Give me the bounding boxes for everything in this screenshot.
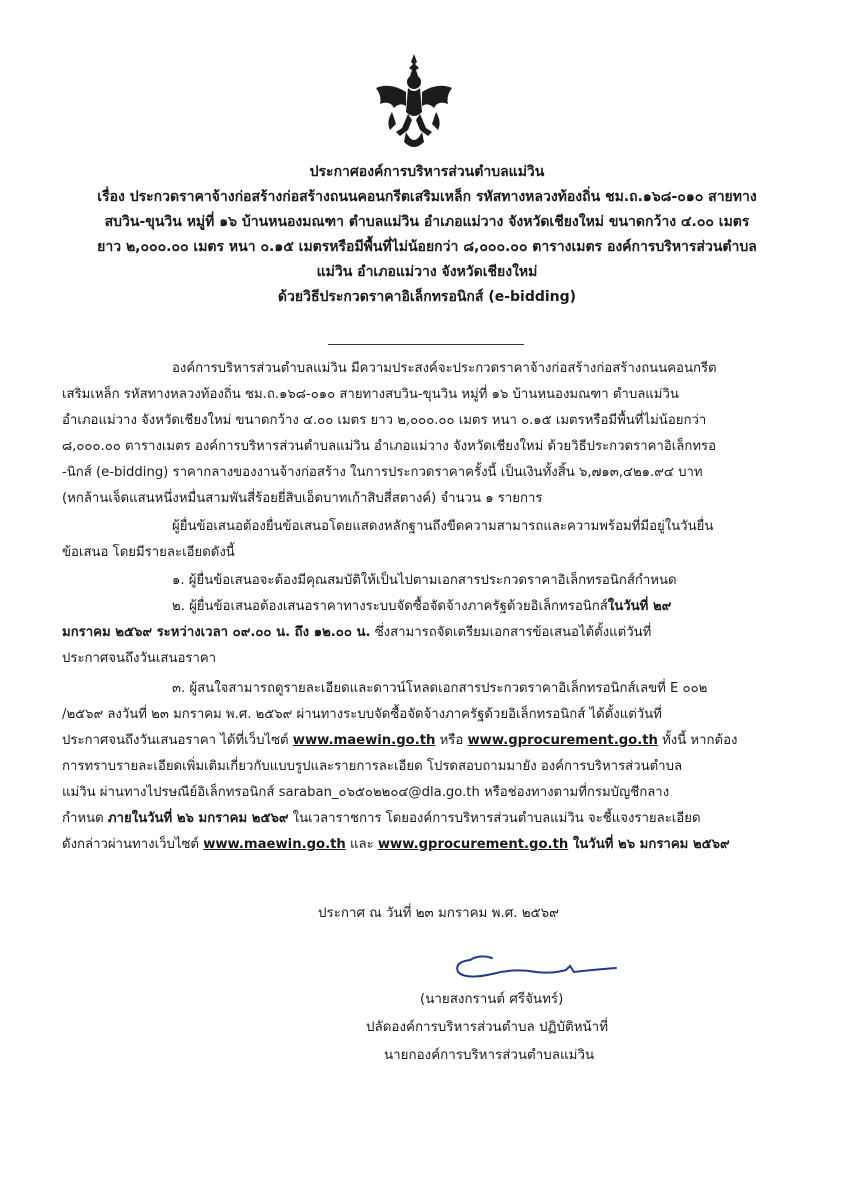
subject-line: เรื่อง ประกวดราคาจ้างก่อสร้างก่อสร้างถนนคอนกรีตเสริมเหล็ก รหัสทางหลวงท้องถิ่น ชม.ถ.๑๖๘-๐๑๐ สายทาง: [97, 189, 757, 205]
subject-line: สบวิน-ขุนวิน หมู่ที่ ๑๖ บ้านหนองมณฑา ตำบลแม่วิน อำเภอแม่วาง จังหวัดเชียงใหม่ ขนาดกว้าง ๔.๐๐ เมตร: [104, 214, 750, 230]
paragraph-line: ๘,๐๐๐.๐๐ ตารางเมตร องค์การบริหารส่วนตำบลแม่วิน อำเภอแม่วาง จังหวัดเชียงใหม่ ด้วยวิธีประกวดราคาอิเล็กทรอ: [62, 439, 717, 454]
list-item-line: การทราบรายละเอียดเพิ่มเติมเกี่ยวกับแบบรูปและรายการละเอียด โปรดสอบถามมายัง องค์การบริหารส่วนตำบล: [62, 759, 683, 774]
announce-date: ประกาศ ณ วันที่ ๒๓ มกราคม พ.ศ. ๒๕๖๙: [318, 906, 559, 921]
divider: [328, 344, 524, 345]
list-item-line: [62, 728, 737, 755]
list-item-line: /๒๕๖๙ ลงวันที่ ๒๓ มกราคม พ.ศ. ๒๕๖๙ ผ่านทางระบบจัดซื้อจัดจ้างภาครัฐด้วยอิเล็กทรอนิกส์ ได้ตั้งแต่วันที่: [62, 707, 662, 722]
paragraph-line: เสริมเหล็ก รหัสทางหลวงท้องถิ่น ชม.ถ.๑๖๘-๐๑๐ สายทางสบวิน-ขุนวิน หมู่ที่ ๑๖ บ้านหนองมณฑา ตำบลแม่วิน: [62, 387, 679, 402]
list-item-text: และ: [345, 837, 378, 852]
bold-date: ในวันที่ ๒๙: [607, 599, 672, 614]
list-item: ๑. ผู้ยื่นข้อเสนอจะต้องมีคุณสมบัติให้เป็นไปตามเอกสารประกวดราคาอิเล็กทรอนิกส์กำหนด: [172, 573, 677, 588]
list-item: [172, 594, 671, 621]
list-item-line: [62, 620, 651, 647]
signer-position: นายกองค์การบริหารส่วนตำบลแม่วิน: [384, 1048, 595, 1063]
website-link[interactable]: www.maewin.go.th: [292, 733, 436, 748]
org-heading: ประกาศองค์การบริหารส่วนตำบลแม่วิน: [309, 164, 545, 180]
list-item-text: ประกาศจนถึงวันเสนอราคา ได้ที่เว็บไซต์: [62, 733, 293, 748]
garuda-emblem-icon: [372, 52, 456, 152]
bold-date: ในวันที่ ๒๖ มกราคม ๒๕๖๙: [568, 837, 730, 852]
list-item-line: [62, 832, 730, 859]
paragraph-line: องค์การบริหารส่วนตำบลแม่วิน มีความประสงค์จะประกวดราคาจ้างก่อสร้างก่อสร้างถนนคอนกรีต: [172, 361, 717, 376]
list-item-text: ทั้งนี้ หากต้อง: [657, 733, 738, 748]
list-item-line: ประกาศจนถึงวันเสนอราคา: [62, 651, 217, 666]
paragraph-line: -นิกส์ (e-bidding) ราคากลางของงานจ้างก่อสร้าง ในการประกวดราคาครั้งนี้ เป็นเงินทั้งสิ้น ๖,๗๑๓,๔๒๑.๙๔ บาท: [62, 465, 703, 480]
paragraph-line: (หกล้านเจ็ดแสนหนึ่งหมื่นสามพันสี่ร้อยยี่สิบเอ็ดบาทเก้าสิบสี่สตางค์) จำนวน ๑ รายการ: [62, 491, 543, 506]
list-item-text: หรือ: [435, 733, 468, 748]
procurement-link[interactable]: www.gprocurement.go.th: [467, 733, 658, 748]
bold-time: มกราคม ๒๕๖๙ ระหว่างเวลา ๐๙.๐๐ น. ถึง ๑๒.๐๐ น.: [62, 625, 371, 640]
list-item-text: ซึ่งสามารถจัดเตรียมเอกสารข้อเสนอได้ตั้งแต่วันที่: [370, 625, 652, 640]
subject-line: ยาว ๒,๐๐๐.๐๐ เมตร หนา ๐.๑๕ เมตรหรือมีพื้นที่ไม่น้อยกว่า ๘,๐๐๐.๐๐ ตารางเมตร องค์การบริหารส่วนตำบล: [97, 239, 757, 255]
announcement-title: [40, 160, 814, 310]
paragraph-line: ผู้ยื่นข้อเสนอต้องยื่นข้อเสนอโดยแสดงหลักฐานถึงขีดความสามารถและความพร้อมที่มีอยู่ในวันยื่น: [172, 519, 714, 534]
paragraph-line: ข้อเสนอ โดยมีรายละเอียดดังนี้: [62, 545, 235, 560]
list-item-text: ๒. ผู้ยื่นข้อเสนอต้องเสนอราคาทางระบบจัดซื้อจัดจ้างภาครัฐด้วยอิเล็กทรอนิกส์: [172, 599, 608, 614]
signature-icon: [440, 946, 620, 986]
signer-name: (นายสงกรานต์ ศรีจันทร์): [420, 992, 564, 1007]
list-item-text: กำหนด: [62, 811, 108, 826]
signer-position: ปลัดองค์การบริหารส่วนตำบล ปฏิบัติหน้าที่: [366, 1020, 609, 1035]
list-item: ๓. ผู้สนใจสามารถดูรายละเอียดและดาวน์โหลดเอกสารประกวดราคาอิเล็กทรอนิกส์เลขที่ E ๐๐๒: [172, 681, 708, 696]
paragraph-line: อำเภอแม่วาง จังหวัดเชียงใหม่ ขนาดกว้าง ๔.๐๐ เมตร ยาว ๒,๐๐๐.๐๐ เมตร หนา ๐.๑๕ เมตรหรือมีพื้นที่ไม่น้อยกว่า: [62, 413, 707, 428]
list-item-line: แม่วิน ผ่านทางไปรษณีย์อิเล็กทรอนิกส์ saraban_๐๖๕๐๒๒๐๔@dla.go.th หรือช่องทางตามที่กรมบัญชีกลาง: [62, 785, 670, 800]
subject-line: ด้วยวิธีประกวดราคาอิเล็กทรอนิกส์ (e-bidding): [277, 289, 577, 305]
procurement-link[interactable]: www.gprocurement.go.th: [377, 837, 569, 852]
website-link[interactable]: www.maewin.go.th: [203, 837, 346, 852]
list-item-line: [62, 806, 701, 833]
subject-line: แม่วิน อำเภอแม่วาง จังหวัดเชียงใหม่: [316, 264, 538, 280]
list-item-text: ในเวลาราชการ โดยองค์การบริหารส่วนตำบลแม่วิน จะชี้แจงรายละเอียด: [288, 811, 701, 826]
list-item-text: ดังกล่าวผ่านทางเว็บไซต์: [62, 837, 204, 852]
bold-deadline: ภายในวันที่ ๒๖ มกราคม ๒๕๖๙: [107, 811, 289, 826]
